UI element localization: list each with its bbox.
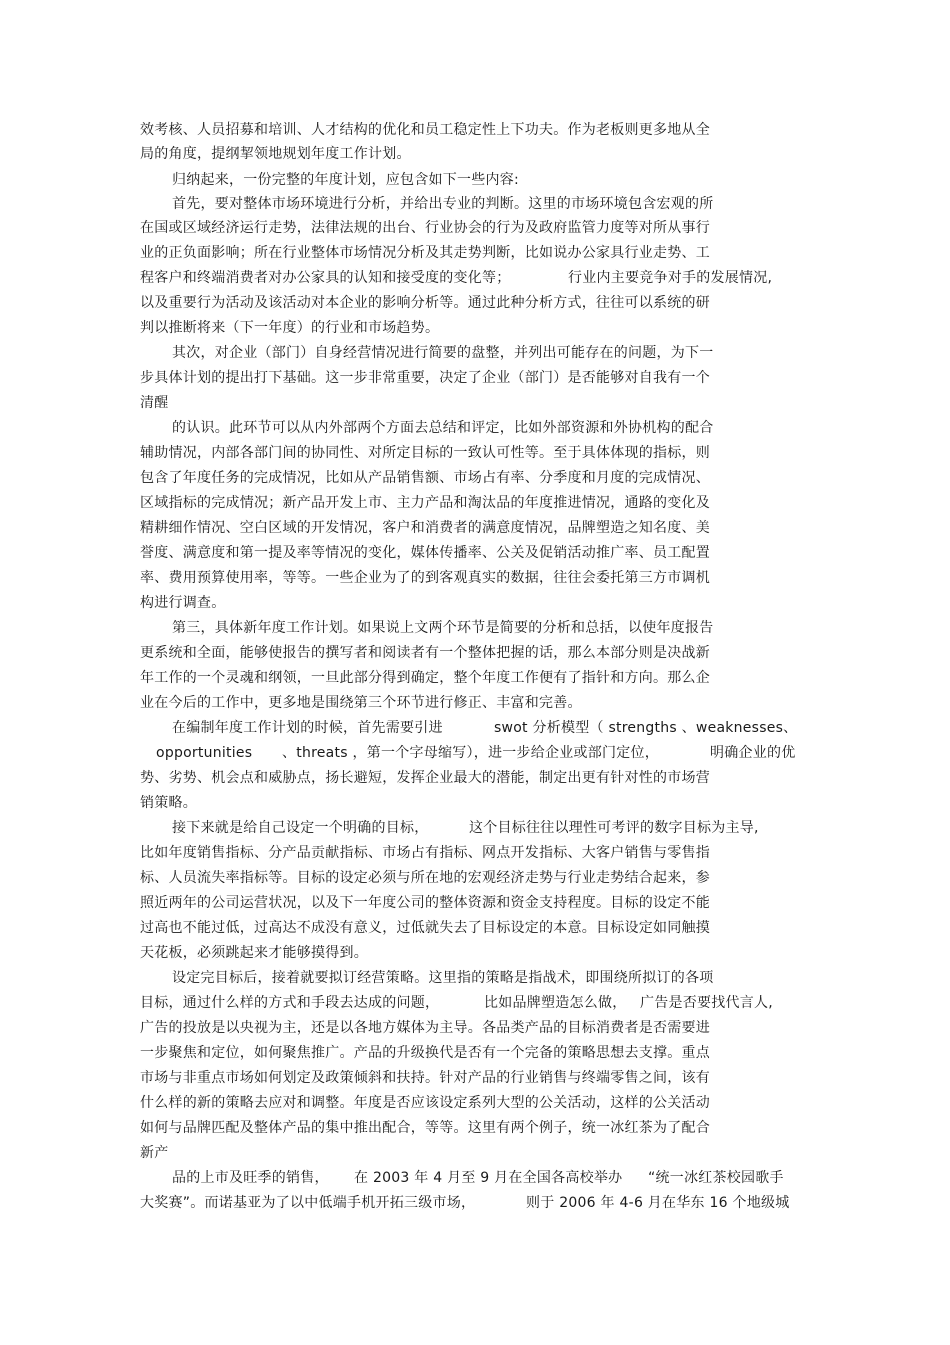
text-line: 目标，通过什么样的方式和手段去达成的问题， [140,995,440,1011]
text-line: 比如品牌塑造怎么做， [484,995,627,1011]
text-line: 誉度、满意度和第一提及率等情况的变化，媒体传播率、公关及促销活动推广率、员工配置 [140,545,710,561]
text-line: 、threats ，第一个字母缩写），进一步给企业或部门定位， [282,745,659,761]
text-line: 广告的投放是以央视为主，还是以各地方媒体为主导。各品类产品的目标消费者是否需要进 [140,1020,710,1036]
text-line: 照近两年的公司运营状况，以及下一年度公司的整体资源和资金支持程度。目标的设定不能 [140,895,710,911]
text-line: 的认识。此环节可以从内外部两个方面去总结和评定，比如外部资源和外协机构的配合 [172,420,714,436]
text-line: 一步聚焦和定位，如何聚焦推广。产品的升级换代是否有一个完备的策略思想去支撑。重点 [140,1045,710,1061]
text-line: “统一冰红茶校园歌手 [648,1170,784,1186]
text-line: 构进行调查。 [140,595,226,611]
text-line: 标、人员流失率指标等。目标的设定必须与所在地的宏观经济走势与行业走势结合起来，参 [140,870,710,886]
text-line: 新产 [140,1145,169,1161]
text-line: 如何与品牌匹配及整体产品的集中推出配合，等等。这里有两个例子，统一冰红茶为了配合 [140,1120,710,1136]
text-line: 年工作的一个灵魂和纲领，一旦此部分得到确定，整个年度工作便有了指针和方向。那么企 [140,670,710,686]
text-line: 精耕细作情况、空白区域的开发情况，客户和消费者的满意度情况，品牌塑造之知名度、美 [140,520,710,536]
text-line: 行业内主要竞争对手的发展情况, [568,270,773,286]
text-line: 判以推断将来（下一年度）的行业和市场趋势。 [140,320,440,336]
text-line: 效考核、人员招募和培训、人才结构的优化和员工稳定性上下功夫。作为老板则更多地从全 [140,122,710,138]
text-line: 过高也不能过低，过高达不成没有意义，过低就失去了目标设定的本意。目标设定如同触摸 [140,920,710,936]
text-line: 以及重要行为活动及该活动对本企业的影响分析等。通过此种分析方式，往往可以系统的研 [140,295,710,311]
text-line: 天花板，必须跳起来才能够摸得到。 [140,945,368,961]
text-line: 市场与非重点市场如何划定及政策倾斜和扶持。针对产品的行业销售与终端零售之间，该有 [140,1070,710,1086]
text-line: opportunities [156,745,253,761]
text-line: 明确企业的优 [710,745,796,761]
text-line: 更系统和全面，能够使报告的撰写者和阅读者有一个整体把握的话，那么本部分则是决战新 [140,645,710,661]
text-line: 区域指标的完成情况；新产品开发上市、主力产品和淘汰品的年度推进情况，通路的变化及 [140,495,710,511]
text-line: 在 2003 年 4 月至 9 月在全国各高校举办 [354,1170,623,1186]
text-line: 率、费用预算使用率，等等。一些企业为了的到客观真实的数据，往往会委托第三方市调机 [140,570,710,586]
text-line: 品的上市及旺季的销售， [172,1170,329,1186]
text-line: 局的角度，提纲挈领地规划年度工作计划。 [140,146,411,162]
text-line: 比如年度销售指标、分产品贡献指标、市场占有指标、网点开发指标、大客户销售与零售指 [140,845,710,861]
text-line: 首先，要对整体市场环境进行分析，并给出专业的判断。这里的市场环境包含宏观的所 [172,196,714,212]
text-line: 归纳起来，一份完整的年度计划，应包含如下一些内容: [172,172,519,188]
text-line: 则于 2006 年 4-6 月在华东 16 个地级城 [526,1195,790,1211]
text-line: 第三，具体新年度工作计划。如果说上文两个环节是简要的分析和总括，以使年度报告 [172,620,714,636]
text-line: 其次，对企业（部门）自身经营情况进行简要的盘整，并列出可能存在的问题，为下一 [172,345,714,361]
text-line: 包含了年度任务的完成情况，比如从产品销售额、市场占有率、分季度和月度的完成情况、 [140,470,710,486]
text-line: 业在今后的工作中，更多地是围绕第三个环节进行修正、丰富和完善。 [140,695,582,711]
text-line: 程客户和终端消费者对办公家具的认知和接受度的变化等； [140,270,511,286]
text-line: swot 分析模型（ strengths 、weaknesses、 [494,720,798,736]
text-line: 设定完目标后，接着就要拟订经营策略。这里指的策略是指战术，即围绕所拟订的各项 [172,970,714,986]
text-line: 辅助情况，内部各部门间的协同性、对所定目标的一致认可性等。至于具体体现的指标，则 [140,445,710,461]
text-line: 广告是否要找代言人, [640,995,773,1011]
text-line: 接下来就是给自己设定一个明确的目标， [172,820,429,836]
text-line: 大奖赛”。而诺基亚为了以中低端手机开拓三级市场， [140,1195,476,1211]
text-line: 这个目标往往以理性可考评的数字目标为主导, [469,820,759,836]
text-line: 清醒 [140,395,169,411]
text-line: 在国或区域经济运行走势，法律法规的出台、行业协会的行为及政府监管力度等对所从事行 [140,220,710,236]
text-line: 什么样的新的策略去应对和调整。年度是否应该设定系列大型的公关活动，这样的公关活动 [140,1095,710,1111]
text-line: 步具体计划的提出打下基础。这一步非常重要，决定了企业（部门）是否能够对自我有一个 [140,370,710,386]
text-line: 销策略。 [140,795,197,811]
text-line: 势、劣势、机会点和威胁点，扬长避短，发挥企业最大的潜能，制定出更有针对性的市场营 [140,770,710,786]
text-line: 业的正负面影响；所在行业整体市场情况分析及其走势判断，比如说办公家具行业走势、工 [140,245,710,261]
text-line: 在编制年度工作计划的时候，首先需要引进 [172,720,443,736]
